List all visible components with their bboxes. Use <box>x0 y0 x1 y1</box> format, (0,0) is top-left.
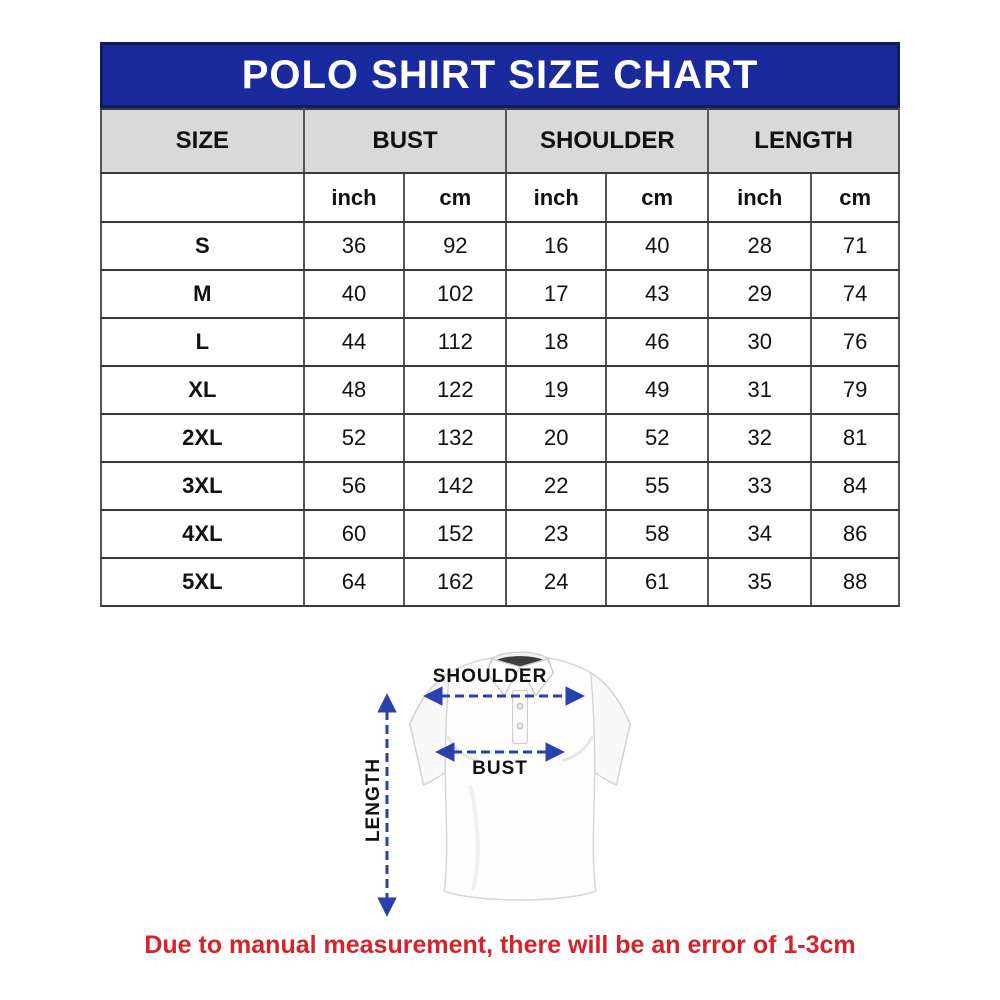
shoulder-label: SHOULDER <box>432 666 548 687</box>
measurement-cell: 28 <box>708 222 811 270</box>
measurement-cell: 32 <box>708 414 811 462</box>
group-header-row <box>101 109 899 173</box>
chart-title: POLO SHIRT SIZE CHART <box>241 52 759 97</box>
measurement-cell: 33 <box>708 462 811 510</box>
size-label-cell: XL <box>101 366 304 414</box>
measurement-cell: 48 <box>304 366 405 414</box>
measurement-cell: 74 <box>811 270 899 318</box>
measurement-cell: 44 <box>304 318 405 366</box>
table-row <box>101 510 899 558</box>
measurement-cell: 84 <box>811 462 899 510</box>
measurement-cell: 35 <box>708 558 811 606</box>
measurement-cell: 52 <box>304 414 405 462</box>
measurement-cell: 36 <box>304 222 405 270</box>
measurement-cell: 71 <box>811 222 899 270</box>
size-label-cell: S <box>101 222 304 270</box>
size-label-cell: 2XL <box>101 414 304 462</box>
table-row <box>101 462 899 510</box>
measurement-cell: 40 <box>304 270 405 318</box>
size-table-body <box>101 222 899 606</box>
unit-shoulder-cm: cm <box>606 173 708 222</box>
size-label-cell: 4XL <box>101 510 304 558</box>
size-chart <box>100 42 900 607</box>
header-size: SIZE <box>101 109 304 173</box>
measurement-diagram <box>350 645 660 937</box>
measurement-cell: 88 <box>811 558 899 606</box>
table-row <box>101 414 899 462</box>
size-table <box>100 108 900 607</box>
measurement-cell: 152 <box>404 510 506 558</box>
measurement-cell: 76 <box>811 318 899 366</box>
size-label-cell: L <box>101 318 304 366</box>
measurement-cell: 46 <box>606 318 708 366</box>
measurement-cell: 20 <box>506 414 606 462</box>
note-text: Due to manual measurement, there will be an error of 1-3cm <box>144 931 856 959</box>
measurement-cell: 40 <box>606 222 708 270</box>
measurement-cell: 23 <box>506 510 606 558</box>
measurement-cell: 22 <box>506 462 606 510</box>
unit-length-cm: cm <box>811 173 899 222</box>
measurement-cell: 122 <box>404 366 506 414</box>
measurement-cell: 16 <box>506 222 606 270</box>
table-row <box>101 366 899 414</box>
measurement-cell: 31 <box>708 366 811 414</box>
unit-length-inch: inch <box>708 173 811 222</box>
units-header-row <box>101 173 899 222</box>
measurement-cell: 132 <box>404 414 506 462</box>
header-length: LENGTH <box>708 109 899 173</box>
header-shoulder: SHOULDER <box>506 109 708 173</box>
measurement-cell: 142 <box>404 462 506 510</box>
header-bust: BUST <box>304 109 507 173</box>
measurement-cell: 58 <box>606 510 708 558</box>
length-label: LENGTH <box>363 757 384 843</box>
measurement-cell: 86 <box>811 510 899 558</box>
measurement-cell: 43 <box>606 270 708 318</box>
measurement-cell: 30 <box>708 318 811 366</box>
unit-bust-cm: cm <box>404 173 506 222</box>
table-row <box>101 318 899 366</box>
measurement-cell: 81 <box>811 414 899 462</box>
measurement-cell: 92 <box>404 222 506 270</box>
measurement-cell: 60 <box>304 510 405 558</box>
size-label-cell: 5XL <box>101 558 304 606</box>
unit-shoulder-inch: inch <box>506 173 606 222</box>
measurement-cell: 112 <box>404 318 506 366</box>
measurement-cell: 102 <box>404 270 506 318</box>
measurement-cell: 19 <box>506 366 606 414</box>
measurement-cell: 34 <box>708 510 811 558</box>
measurement-arrows <box>350 645 660 937</box>
measurement-cell: 17 <box>506 270 606 318</box>
measurement-cell: 49 <box>606 366 708 414</box>
table-row <box>101 270 899 318</box>
measurement-cell: 61 <box>606 558 708 606</box>
measurement-cell: 18 <box>506 318 606 366</box>
measurement-cell: 24 <box>506 558 606 606</box>
size-label-cell: M <box>101 270 304 318</box>
measurement-cell: 64 <box>304 558 405 606</box>
measurement-cell: 162 <box>404 558 506 606</box>
bust-label: BUST <box>472 758 528 779</box>
measurement-cell: 55 <box>606 462 708 510</box>
measurement-cell: 29 <box>708 270 811 318</box>
measurement-cell: 52 <box>606 414 708 462</box>
units-row-corner-cell <box>101 173 304 222</box>
table-row <box>101 222 899 270</box>
unit-bust-inch: inch <box>304 173 405 222</box>
measurement-cell: 79 <box>811 366 899 414</box>
table-row <box>101 558 899 606</box>
chart-title-bar <box>100 42 900 108</box>
size-label-cell: 3XL <box>101 462 304 510</box>
measurement-cell: 56 <box>304 462 405 510</box>
